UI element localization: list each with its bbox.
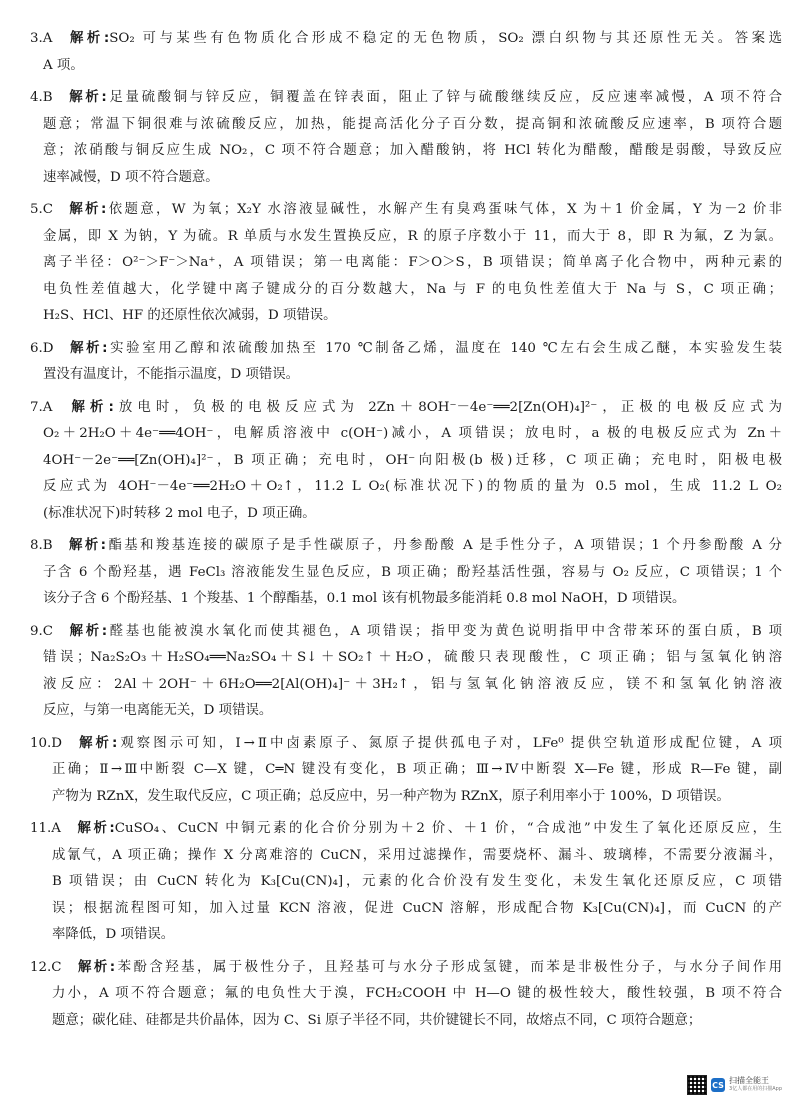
answer-line: H₂S、HCl、HF 的还原性依次减弱，D 项错误。 [43,308,337,323]
answer-line: O₂＋2H₂O＋4e⁻══4OH⁻，电解质溶液中 c(OH⁻)减小，A 项错误；放电时，a 极的电极反应式为 Zn＋ [43,426,782,441]
answer-line: 题意；常温下铜很难与浓硫酸反应，加热，能提高活化分子百分数，提高铜和浓硫酸反应速率，B 项符合题 [43,116,782,132]
answer-line: A 项。 [43,57,84,73]
brand-title: 扫描全能王 [729,1076,770,1085]
answer-item [30,197,782,330]
scanner-watermark [687,1075,782,1095]
answer-first-line [30,619,782,646]
answer-first-line [30,197,782,224]
answer-line: 该分子含 6 个酚羟基、1 个羧基、1 个醇酯基，0.1 mol 该有机物最多能消耗 0.8 mol NaOH，D 项错误。 [43,591,686,606]
analysis-text: 放电时，负极的电极反应式为 2Zn＋8OH⁻－4e⁻══2[Zn(OH)₄]²⁻，正极的电极反应式为 [113,399,783,415]
answer-line: (标准状况下)时转移 2 mol 电子，D 项正确。 [43,505,316,521]
answer-line: 意；浓硝酸与铜反应生成 NO₂，C 项不符合题意；加入醋酸钠，将 HCl 转化为醋酸，醋酸是弱酸，导致反应 [43,143,782,158]
answer-line: 速率减慢，D 项不符合题意。 [43,169,219,185]
analysis-text: 观察图示可知，Ⅰ→Ⅱ中卤素原子、氮原子提供孤电子对，LFe⁰ 提供空轨道形成配位键，A 项 [117,735,782,751]
answer-item [30,955,782,1035]
question-answer: 8.B [30,538,53,553]
answer-first-line [30,533,782,560]
brand-name [729,1076,782,1094]
question-answer: 10.D [30,735,63,751]
answer-first-line [30,955,782,982]
camscanner-logo-icon: CS [711,1078,725,1092]
question-answer: 4.B [30,90,53,105]
analysis-label: 解析: [75,959,116,975]
answer-line: 产物为 RZnX，发生取代反应，C 项正确；总反应中，另一种产物为 RZnX，原子利用率小于 100%，D 项错误。 [52,788,730,804]
answer-line: 率降低，D 项错误。 [52,927,175,942]
question-answer: 7.A [30,399,53,415]
answer-item [30,395,782,528]
answer-item [30,816,782,949]
analysis-label: 解析: [67,623,108,639]
analysis-text: CuSO₄、CuCN 中铜元素的化合价分别为＋2 价、＋1 价，“合成池”中发生了氧化还原反应，生 [114,821,782,836]
answer-line: 液反应：2Al＋2OH⁻＋6H₂O══2[Al(OH)₄]⁻＋3H₂↑，铝与氢氧化钠溶液反应，镁不和氢氧化钠溶液 [43,676,782,692]
answer-line: 金属，即 X 为钠，Y 为硫。R 单质与水发生置换反应，R 的原子序数小于 11，而大于 8，即 R 为氟，Z 为氯。 [43,228,782,244]
brand-subtitle: 3亿人都在用的扫描App [729,1086,782,1092]
answer-item [30,85,782,191]
answer-line: 反应式为 4OH⁻－4e⁻══2H₂O＋O₂↑，11.2 L O₂(标准状况下)的物质的量为 0.5 mol，生成 11.2 L O₂ [43,479,782,494]
analysis-text: SO₂ 可与某些有色物质化合形成不稳定的无色物质，SO₂ 漂白织物与其还原性无关。答案选 [109,31,782,46]
answer-item [30,26,782,79]
answer-line: 误；根据流程图可知，加入过量 KCN 溶液，促进 CuCN 溶解，形成配合物 K₃[Cu(CN)₄]，而 CuCN 的产 [52,900,782,916]
answer-first-line [30,395,782,422]
answer-first-line [30,85,782,112]
qr-code-icon [687,1075,707,1095]
question-answer: 5.C [30,202,54,217]
analysis-label: 解析: [66,399,114,415]
question-answer: 9.C [30,623,54,639]
answer-first-line [30,731,782,758]
analysis-label: 解析: [66,90,107,105]
question-answer: 12.C [30,959,62,975]
answer-line: 子含 6 个酚羟基，遇 FeCl₃ 溶液能发生显色反应，B 项正确；酚羟基活性强，容易与 O₂ 反应，C 项错误；1 个 [43,564,782,580]
answer-line: B 项错误；由 CuCN 转化为 K₃[Cu(CN)₄]，元素的化合价没有发生变化，未发生氧化还原反应，C 项错 [52,874,782,889]
analysis-label: 解析: [74,821,115,836]
answer-line: 离子半径：O²⁻＞F⁻＞Na⁺，A 项错误；第一电离能：F＞O＞S，B 项错误；简单离子化合物中，两种元素的 [43,255,782,270]
answer-first-line [30,816,782,843]
answer-line: 正确；Ⅱ→Ⅲ中断裂 C—X 键，C═N 键没有变化，B 项正确；Ⅲ→Ⅳ中断裂 X—Fe 键，形成 R—Fe 键，副 [52,762,782,777]
analysis-label: 解析: [66,538,107,553]
answer-item [30,336,782,389]
question-answer: 6.D [30,340,54,356]
answer-line: 电负性差值越大，化学键中离子键成分的百分数越大，Na 与 F 的电负性差值大于 Na 与 S，C 项正确； [43,281,782,297]
answer-first-line [30,26,782,53]
answer-line: 成氰气，A 项正确；操作 X 分离难溶的 CuCN，采用过滤操作，需要烧杯、漏斗、玻璃棒，不需要分液漏斗， [52,847,782,863]
analysis-text: 实验室用乙醇和浓硫酸加热至 170 ℃制备乙烯，温度在 140 ℃左右会生成乙醚，本实验发生装 [107,340,782,356]
analysis-text: 依题意，W 为氧；X₂Y 水溶液显碱性，水解产生有臭鸡蛋味气体，X 为＋1 价金属，Y 为－2 价非 [106,202,783,217]
answer-line: 错误；Na₂S₂O₃＋H₂SO₄══Na₂SO₄＋S↓＋SO₂↑＋H₂O，硫酸只表现酸性，C 项正确；铝与氢氧化钠溶 [43,650,782,665]
answer-line: 题意；碳化硅、硅都是共价晶体，因为 C、Si 原子半径不同，共价键键长不同，故熔点不同，C 项符合题意； [52,1012,702,1028]
question-answer: 3.A [30,31,53,46]
analysis-label: 解析: [66,31,110,46]
answer-line: 置没有温度计，不能指示温度，D 项错误。 [43,367,300,382]
analysis-text: 足量硫酸铜与锌反应，铜覆盖在锌表面，阻止了锌与硫酸继续反应，反应速率减慢，A 项不符合 [106,90,782,105]
analysis-text: 苯酚含羟基，属于极性分子，且羟基可与水分子形成氢键，而苯是非极性分子，与水分子间作用 [115,959,783,975]
answer-line: 反应，与第一电离能无关，D 项错误。 [43,703,273,718]
answer-item [30,533,782,613]
analysis-label: 解析: [67,202,107,217]
answer-item [30,731,782,811]
analysis-label: 解析: [76,735,118,751]
answer-item [30,619,782,725]
analysis-text: 酯基和羧基连接的碳原子是手性碳原子，丹参酚酸 A 是手性分子，A 项错误；1 个丹参酚酸 A 分 [106,538,782,553]
question-answer: 11.A [30,821,61,836]
answer-line: 力小，A 项不符合题意；氟的电负性大于溴，FCH₂COOH 中 H—O 键的极性较大，酸性较强，B 项不符合 [52,986,782,1001]
answer-line: 4OH⁻－2e⁻══[Zn(OH)₄]²⁻，B 项正确；充电时，OH⁻向阳极(b 极)迁移，C 项正确；充电时，阳极电极 [43,452,782,468]
answer-document [30,26,782,1040]
analysis-label: 解析: [67,340,108,356]
analysis-text: 醛基也能被溴水氧化而使其褪色，A 项错误；指甲变为黄色说明指甲中含带苯环的蛋白质，B 项 [107,623,782,639]
answer-first-line [30,336,782,363]
